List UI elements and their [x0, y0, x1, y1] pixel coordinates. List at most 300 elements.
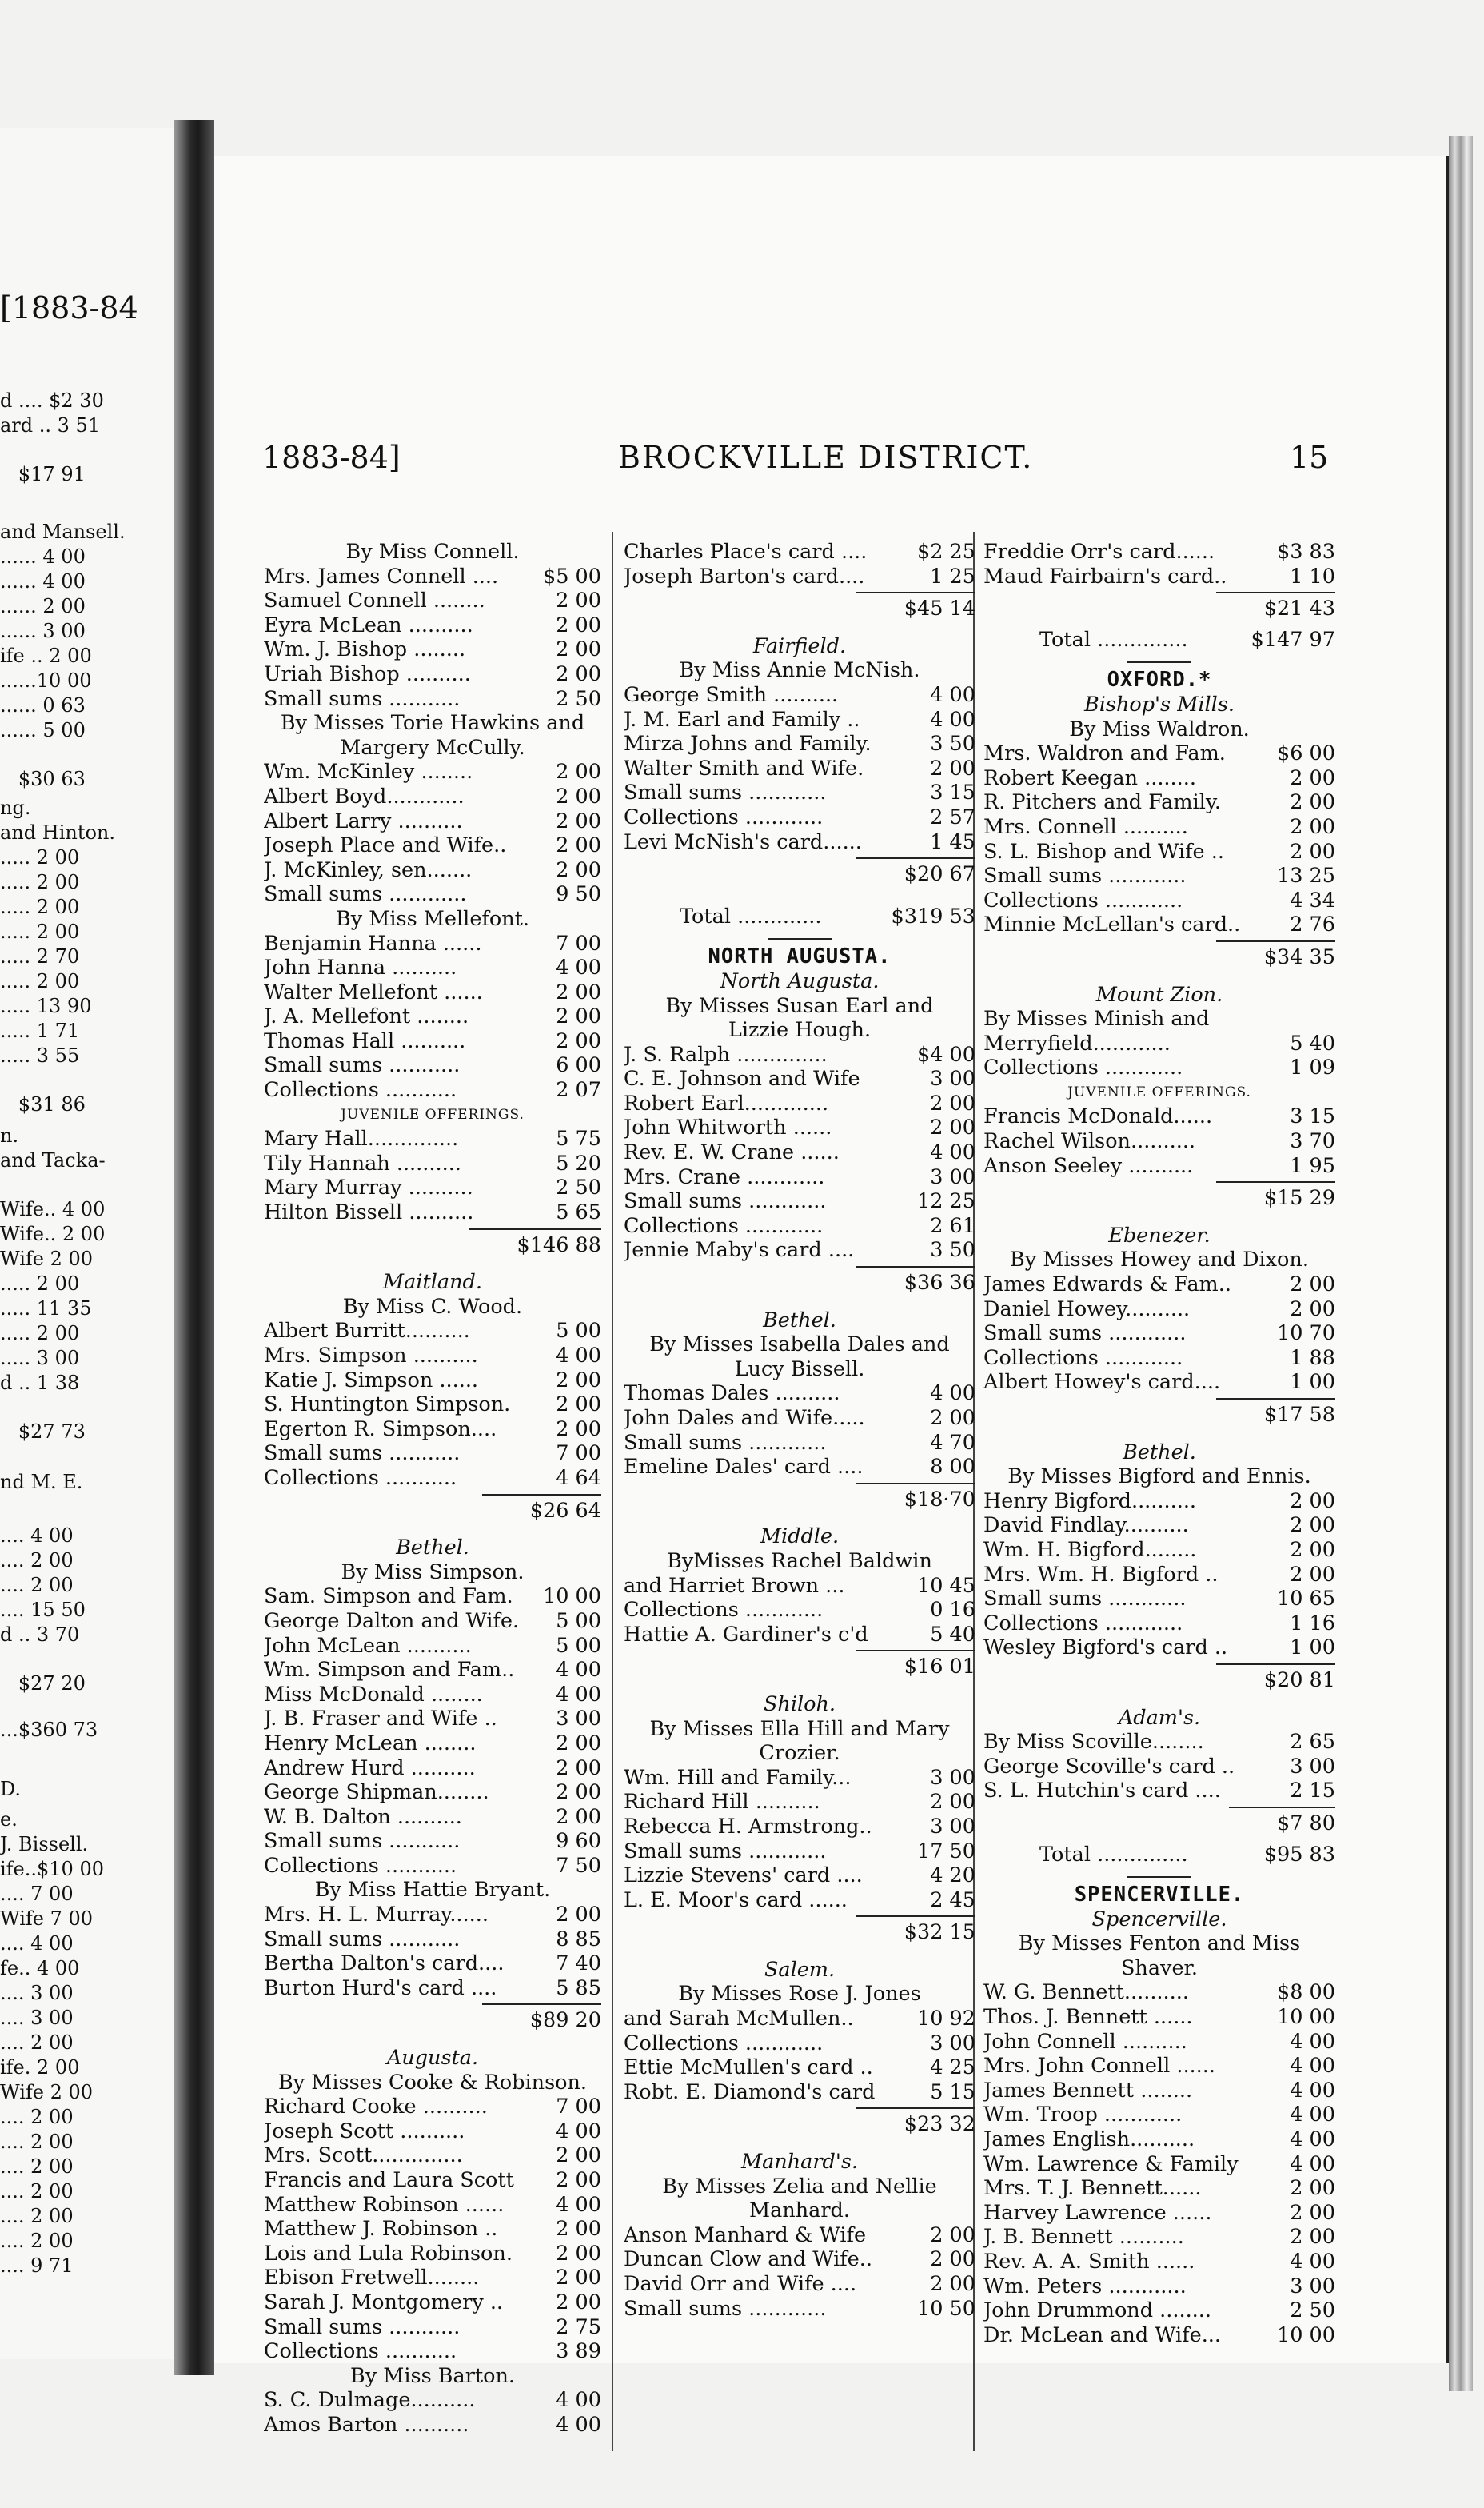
donation-row: [264, 1609, 601, 1634]
left-page-line: Wife 7 00: [0, 1907, 94, 1930]
collector-line: By Misses Rose J. Jones: [678, 1982, 921, 2007]
donor-name: George Shipman........: [264, 1780, 489, 1805]
donation-amount: 1 09: [1290, 1056, 1335, 1080]
donation-row: [983, 1272, 1335, 1297]
donation-amount: 3 00: [930, 1765, 975, 1790]
donation-row: [983, 1755, 1335, 1779]
donor-name: Mrs. Waldron and Fam.: [983, 741, 1226, 766]
donation-amount: 2 00: [1290, 1296, 1335, 1321]
donor-name: Jennie Maby's card ....: [624, 1238, 855, 1263]
left-page-line: ...... 2 00: [0, 595, 86, 617]
donation-row: [624, 2297, 975, 2322]
donation-row: [264, 980, 601, 1005]
subtotal: $20 67: [624, 854, 975, 889]
donation-amount: 4 00: [1290, 2151, 1335, 2176]
donation-row: [264, 932, 601, 956]
donation-amount: 3 89: [556, 2339, 601, 2364]
donation-row: [624, 805, 975, 830]
donation-row: [624, 2080, 975, 2105]
donation-row: [264, 565, 601, 589]
book-gutter: [174, 120, 214, 2375]
donation-row: [983, 1513, 1335, 1538]
donation-amount: 2 00: [556, 2143, 601, 2168]
collector-line: Shaver.: [1120, 1955, 1199, 1980]
grand-total: Total .............. $147 97: [1039, 627, 1335, 652]
donation-row: [983, 1489, 1335, 1514]
donor-name: S. L. Bishop and Wife ..: [983, 839, 1224, 864]
donor-name: Small sums ...........: [264, 1441, 461, 1466]
donation-row: [264, 2119, 601, 2144]
donor-name: J. McKinley, sen.......: [264, 857, 473, 882]
left-page-line: ..... 13 90: [0, 995, 92, 1017]
donor-name: James Edwards & Fam..: [983, 1272, 1231, 1297]
donation-row: [264, 1780, 601, 1805]
donor-name: Matthew Robinson ......: [264, 2192, 505, 2217]
donation-list: [983, 1272, 1335, 1395]
donation-amount: 4 00: [1290, 2078, 1335, 2103]
donation-amount: 4 20: [930, 1863, 975, 1888]
donor-name: Mrs. James Connell ....: [264, 564, 499, 589]
donation-amount: 2 00: [1290, 1513, 1335, 1538]
donation-amount: 9 50: [556, 882, 601, 907]
donation-row: [624, 757, 975, 781]
donation-row: [983, 1346, 1335, 1371]
donation-amount: 2 00: [556, 661, 601, 686]
circuit-name: Middle.: [760, 1524, 840, 1549]
donation-row: [264, 833, 601, 858]
collector-line: By Misses Torie Hawkins and: [280, 711, 585, 736]
donation-list: [624, 1381, 975, 1479]
column-1: [264, 540, 601, 2438]
donor-name: Francis and Laura Scott: [264, 2168, 514, 2192]
donation-list: [264, 1319, 601, 1490]
donation-row: [983, 1370, 1335, 1395]
donation-amount: 4 00: [1290, 2127, 1335, 2152]
donor-name: Mrs. T. J. Bennett......: [983, 2176, 1202, 2201]
donation-row: [264, 2143, 601, 2168]
donor-name: Small sums ............: [264, 882, 467, 907]
donation-row: [264, 1152, 601, 1176]
juvenile-heading: JUVENILE OFFERINGS.: [341, 1106, 525, 1123]
collector-line: By Misses Isabella Dales and: [649, 1332, 950, 1357]
donation-row: [624, 2223, 975, 2248]
donation-row: [264, 1805, 601, 1830]
donation-amount: 4 00: [1290, 2029, 1335, 2054]
left-page-line: .... 4 00: [0, 1932, 74, 1955]
donation-row: [264, 2266, 601, 2290]
donor-name: Rev. A. A. Smith ......: [983, 2250, 1195, 2274]
subtotal: $45 14: [624, 589, 975, 623]
donor-name: Wm. Simpson and Fam..: [264, 1658, 515, 1683]
donor-name: Joseph Scott ..........: [264, 2119, 465, 2143]
donation-amount: 10 00: [1276, 2005, 1335, 2030]
left-page-line: .... 9 71: [0, 2254, 74, 2277]
donor-name: Francis McDonald......: [983, 1104, 1213, 1129]
donor-name: Collections ............: [983, 1611, 1183, 1635]
donation-list: [264, 565, 601, 712]
section-rule: [768, 938, 832, 940]
donation-amount: 2 00: [930, 1406, 975, 1430]
donation-amount: 1 00: [1290, 1370, 1335, 1395]
donation-amount: 10 50: [916, 2296, 975, 2321]
donation-amount: 2 00: [1290, 1272, 1335, 1297]
donor-name: Mrs. Simpson ..........: [264, 1344, 478, 1368]
collector-line: By Misses Bigford and Ennis.: [1007, 1464, 1311, 1489]
collector-line: Lucy Bissell.: [734, 1356, 865, 1381]
left-page-line: Wife 2 00: [0, 2081, 94, 2103]
donation-amount: 4 00: [930, 1140, 975, 1165]
donation-list: [983, 1032, 1335, 1080]
left-page-line: ..... 2 00: [0, 970, 80, 992]
left-page-line: .... 2 00: [0, 2131, 74, 2153]
donation-amount: 5 75: [556, 1127, 601, 1152]
donation-row: [624, 1189, 975, 1214]
donation-amount: 7 00: [556, 1441, 601, 1466]
donor-name: Wm. Peters ............: [983, 2274, 1187, 2298]
collector-line: By Miss Barton.: [349, 2363, 516, 2388]
donor-name: J. B. Fraser and Wife ..: [264, 1707, 497, 1731]
left-page-line: ..... 3 55: [0, 1044, 80, 1067]
donation-amount: 2 00: [556, 1804, 601, 1829]
donation-amount: 10 00: [1276, 2322, 1335, 2347]
left-page-line: and Hinton.: [0, 821, 115, 844]
subtotal: $21 43: [983, 589, 1335, 623]
donation-amount: 1 95: [1290, 1153, 1335, 1178]
donor-name: Small sums ............: [983, 864, 1187, 889]
donation-amount: 2 00: [556, 637, 601, 662]
donation-row: [983, 2054, 1335, 2079]
subtotal: $18·70: [624, 1480, 975, 1514]
donation-amount: 5 40: [1290, 1031, 1335, 1056]
left-page-line: ...... 4 00: [0, 570, 86, 593]
donation-amount: 7 40: [556, 1951, 601, 1976]
donation-amount: 2 57: [930, 805, 975, 829]
donation-row: [264, 1707, 601, 1731]
donation-amount: 2 00: [930, 2247, 975, 2272]
donation-amount: 10 00: [542, 1584, 601, 1609]
donation-amount: $3 83: [1276, 540, 1335, 564]
collector-line: By Miss Simpson.: [341, 1560, 525, 1584]
donation-row: [983, 2152, 1335, 2177]
circuit-name: Adam's.: [1118, 1705, 1201, 1730]
donation-amount: 2 00: [556, 2266, 601, 2290]
donation-amount: 1 88: [1290, 1345, 1335, 1370]
donation-row: [983, 1635, 1335, 1660]
donation-amount: 2 00: [1290, 839, 1335, 864]
donor-name: Katie J. Simpson ......: [264, 1368, 479, 1392]
donor-name: John Drummond ........: [983, 2298, 1211, 2323]
donor-name: Levi McNish's card......: [624, 829, 862, 854]
juvenile-heading: JUVENILE OFFERINGS.: [1067, 1084, 1251, 1100]
donation-amount: 2 00: [930, 756, 975, 781]
donor-name: Small sums ............: [624, 1430, 827, 1455]
left-page-line: .... 2 00: [0, 2106, 74, 2128]
circuit-name: Bethel.: [396, 1536, 469, 1560]
donation-row: [983, 2079, 1335, 2103]
donation-row: [624, 1839, 975, 1864]
donation-amount: 2 00: [556, 1755, 601, 1780]
donation-amount: 3 00: [930, 1164, 975, 1189]
page-number: 15: [1290, 440, 1329, 475]
donation-row: [624, 1238, 975, 1263]
donation-amount: 2 00: [930, 1091, 975, 1116]
column-2: [624, 540, 975, 2321]
donation-amount: 4 00: [1290, 2103, 1335, 2127]
left-page-line: .... 2 00: [0, 2230, 74, 2252]
donation-amount: 4 00: [556, 1344, 601, 1368]
donation-amount: 5 40: [930, 1622, 975, 1647]
donation-row: [983, 840, 1335, 865]
donation-row: [264, 858, 601, 883]
donor-name: Mrs. H. L. Murray......: [264, 1903, 489, 1927]
donation-row: [624, 2272, 975, 2297]
subtotal: $26 64: [264, 1491, 601, 1525]
donor-name: Collections ............: [983, 1345, 1183, 1370]
donation-list: [624, 1574, 975, 1647]
donation-row: [983, 2298, 1335, 2323]
donor-name: Richard Cooke ..........: [264, 2095, 488, 2119]
left-page-header: [1883-84: [0, 290, 138, 325]
donation-row: [983, 2103, 1335, 2127]
donor-name: Mrs. Scott..............: [264, 2143, 463, 2168]
donation-amount: 4 00: [930, 707, 975, 732]
donor-name: L. E. Moor's card ......: [624, 1887, 848, 1912]
left-page-line: $27 20: [0, 1672, 86, 1695]
donation-row: [983, 1056, 1335, 1080]
left-page-line: ..... 2 00: [0, 1322, 80, 1344]
donation-amount: 4 00: [556, 2119, 601, 2143]
donation-amount: 2 00: [556, 1368, 601, 1392]
donor-name: Wm. McKinley ........: [264, 760, 473, 785]
collector-line: By Miss Hattie Bryant.: [314, 1878, 551, 1903]
donation-amount: 3 00: [930, 2031, 975, 2055]
donation-amount: 2 00: [556, 1416, 601, 1441]
donor-name: Freddie Orr's card......: [983, 540, 1215, 564]
donor-name: Thomas Hall ..........: [264, 1028, 466, 1053]
donor-name: Collections ...........: [264, 1465, 457, 1490]
donor-name: Maud Fairbairn's card..: [983, 564, 1227, 589]
left-page-line: $30 63: [0, 768, 86, 790]
donor-name: Anson Seeley ..........: [983, 1153, 1194, 1178]
donor-name: Mirza Johns and Family.: [624, 732, 872, 757]
donor-name: Small sums ...........: [264, 1829, 461, 1854]
donation-list: [264, 1584, 601, 1878]
donation-amount: 5 65: [556, 1200, 601, 1225]
collector-line: Margery McCully.: [340, 735, 525, 760]
donation-amount: 13 25: [1276, 864, 1335, 889]
left-page-line: ife. 2 00: [0, 2056, 80, 2079]
donation-amount: 4 00: [1290, 2054, 1335, 2079]
donor-name: Uriah Bishop ..........: [264, 661, 471, 686]
circuit-name: Mount Zion.: [1095, 982, 1223, 1007]
page-title: BROCKVILLE DISTRICT.: [618, 440, 1034, 475]
donation-row: [624, 1116, 975, 1140]
donation-amount: 9 60: [556, 1829, 601, 1854]
donation-row: [983, 1129, 1335, 1154]
donation-amount: 4 00: [556, 2192, 601, 2217]
donation-row: [624, 2247, 975, 2272]
donation-row: [624, 2031, 975, 2056]
donor-name: J. B. Bennett ..........: [983, 2225, 1184, 2250]
left-page-line: d .... $2 30: [0, 389, 104, 412]
donation-list: [264, 760, 601, 907]
left-page-line: ...... 4 00: [0, 545, 86, 568]
donation-row: [264, 1854, 601, 1879]
page-edges: [1449, 136, 1473, 2391]
donor-name: Hilton Bissell ..........: [264, 1200, 474, 1225]
donor-name: Mary Hall..............: [264, 1127, 459, 1152]
section-heading: OXFORD.*: [1107, 668, 1212, 693]
donor-name: and Sarah McMullen..: [624, 2007, 854, 2031]
donation-amount: 1 45: [930, 829, 975, 854]
donation-amount: 2 50: [556, 1176, 601, 1200]
donor-name: Small sums ...........: [264, 1053, 461, 1078]
donation-row: [624, 1766, 975, 1791]
donation-amount: 2 61: [930, 1213, 975, 1238]
donation-row: [983, 1730, 1335, 1755]
donor-name: Ettie McMullen's card ..: [624, 2055, 873, 2080]
left-page-line: d .. 3 70: [0, 1623, 80, 1646]
donation-amount: 4 00: [556, 2388, 601, 2413]
donation-row: [983, 1779, 1335, 1803]
donation-row: [983, 864, 1335, 889]
donation-amount: 2 00: [930, 2272, 975, 2296]
donation-amount: 6 00: [556, 1053, 601, 1078]
donor-name: S. L. Hutchin's card ....: [983, 1779, 1221, 1803]
donation-amount: 8 00: [930, 1455, 975, 1480]
subtotal: $32 15: [624, 1912, 975, 1947]
donation-row: [264, 1029, 601, 1054]
donation-amount: 3 50: [930, 732, 975, 757]
donation-amount: 2 00: [1290, 1537, 1335, 1562]
donation-row: [264, 760, 601, 785]
left-page-line: and Tacka-: [0, 1149, 106, 1172]
donation-amount: 2 00: [556, 1028, 601, 1053]
collector-line: Lizzie Hough.: [728, 1018, 872, 1043]
donation-row: [264, 1683, 601, 1707]
donor-name: Mrs. Wm. H. Bigford ..: [983, 1562, 1219, 1587]
left-page-line: .... 3 00: [0, 1982, 74, 2004]
donation-row: [264, 613, 601, 638]
donation-amount: 3 70: [1290, 1129, 1335, 1154]
donor-name: Robt. E. Diamond's card: [624, 2079, 876, 2104]
donor-name: R. Pitchers and Family.: [983, 790, 1221, 815]
donation-row: [624, 732, 975, 757]
donation-amount: 4 64: [556, 1465, 601, 1490]
donation-amount: 3 00: [930, 1067, 975, 1092]
donation-amount: 5 00: [556, 1633, 601, 1658]
donation-row: [264, 1731, 601, 1756]
donor-name: Collections ............: [624, 805, 824, 829]
donor-name: Amos Barton ..........: [264, 2412, 469, 2437]
donation-list: [983, 1730, 1335, 1803]
donation-row: [983, 2005, 1335, 2030]
donation-amount: 3 50: [930, 1238, 975, 1263]
subtotal: $16 01: [624, 1647, 975, 1681]
donor-name: Wesley Bigford's card ..: [983, 1635, 1228, 1660]
collector-line: Crozier.: [759, 1741, 840, 1766]
donor-name: Samuel Connell ........: [264, 589, 485, 613]
donation-amount: 2 00: [556, 2290, 601, 2314]
collector-line: By Miss Connell.: [345, 540, 520, 564]
donor-name: S. Huntington Simpson.: [264, 1392, 511, 1417]
donor-name: George Scoville's card ..: [983, 1754, 1235, 1779]
donation-amount: 2 00: [556, 1392, 601, 1417]
donor-name: Thomas Dales ..........: [624, 1381, 840, 1406]
donation-row: [264, 1441, 601, 1466]
donation-row: [983, 1611, 1335, 1636]
donor-name: Albert Howey's card....: [983, 1370, 1221, 1395]
left-page-line: n.: [0, 1124, 19, 1147]
donation-row: [264, 2095, 601, 2119]
left-page-line: e.: [0, 1808, 18, 1831]
donation-row: [624, 708, 975, 733]
donation-row: [983, 2201, 1335, 2226]
donation-row: [264, 1176, 601, 1200]
donation-amount: $4 00: [916, 1042, 975, 1067]
circuit-name: Bethel.: [1123, 1440, 1196, 1464]
left-page-line: ng.: [0, 797, 31, 819]
donor-name: Minnie McLellan's card..: [983, 913, 1241, 937]
donation-amount: 10 70: [1276, 1321, 1335, 1346]
donation-row: [983, 540, 1335, 565]
donation-row: [264, 589, 601, 613]
donor-name: Andrew Hurd ..........: [264, 1755, 476, 1780]
donor-name: Albert Boyd............: [264, 784, 465, 809]
donor-name: Emeline Dales' card ....: [624, 1455, 864, 1480]
donor-name: Collections ...........: [264, 2339, 457, 2364]
donation-row: [264, 1658, 601, 1683]
left-page-line: .... 2 00: [0, 2031, 74, 2054]
donation-row: [264, 785, 601, 809]
donation-amount: 2 00: [930, 1790, 975, 1815]
donation-list: [624, 540, 975, 589]
donation-row: [983, 766, 1335, 791]
donation-amount: 2 00: [556, 613, 601, 637]
collector-line: By Miss Mellefont.: [336, 906, 529, 931]
donation-amount: 2 00: [556, 980, 601, 1004]
donation-row: [983, 889, 1335, 913]
donation-amount: 3 15: [1290, 1104, 1335, 1129]
donor-name: Robert Earl.............: [624, 1091, 829, 1116]
donation-amount: 2 00: [556, 857, 601, 882]
donor-name: James English..........: [983, 2127, 1195, 2152]
donation-amount: 2 00: [930, 1116, 975, 1140]
donation-list: [264, 2095, 601, 2364]
left-page-line: Wife 2 00: [0, 1248, 94, 1270]
left-page-line: .... 7 00: [0, 1883, 74, 1905]
left-page-line: Wife.. 2 00: [0, 1223, 106, 1245]
donation-row: [264, 1927, 601, 1952]
donor-name: Hattie A. Gardiner's c'd: [624, 1622, 868, 1647]
donor-name: Collections ...........: [264, 1078, 457, 1103]
donation-row: [264, 882, 601, 907]
donation-amount: 2 00: [556, 784, 601, 809]
donor-name: Henry Bigford..........: [983, 1488, 1197, 1513]
collector-line: By Misses Minish and: [983, 1007, 1210, 1032]
donation-row: [264, 1004, 601, 1029]
left-page-line: $27 73: [0, 1420, 86, 1443]
donor-name: Anson Manhard & Wife: [624, 2222, 867, 2247]
donation-row: [264, 2315, 601, 2340]
left-page-fragment: [0, 128, 176, 2359]
circuit-name: Spencerville.: [1091, 1907, 1227, 1931]
donation-amount: 2 00: [1290, 790, 1335, 815]
donation-amount: 5 00: [556, 1319, 601, 1344]
donor-name: Collections ............: [624, 1598, 824, 1623]
donor-name: C. E. Johnson and Wife: [624, 1067, 860, 1092]
collector-line: By Misses Ella Hill and Mary: [649, 1716, 950, 1741]
